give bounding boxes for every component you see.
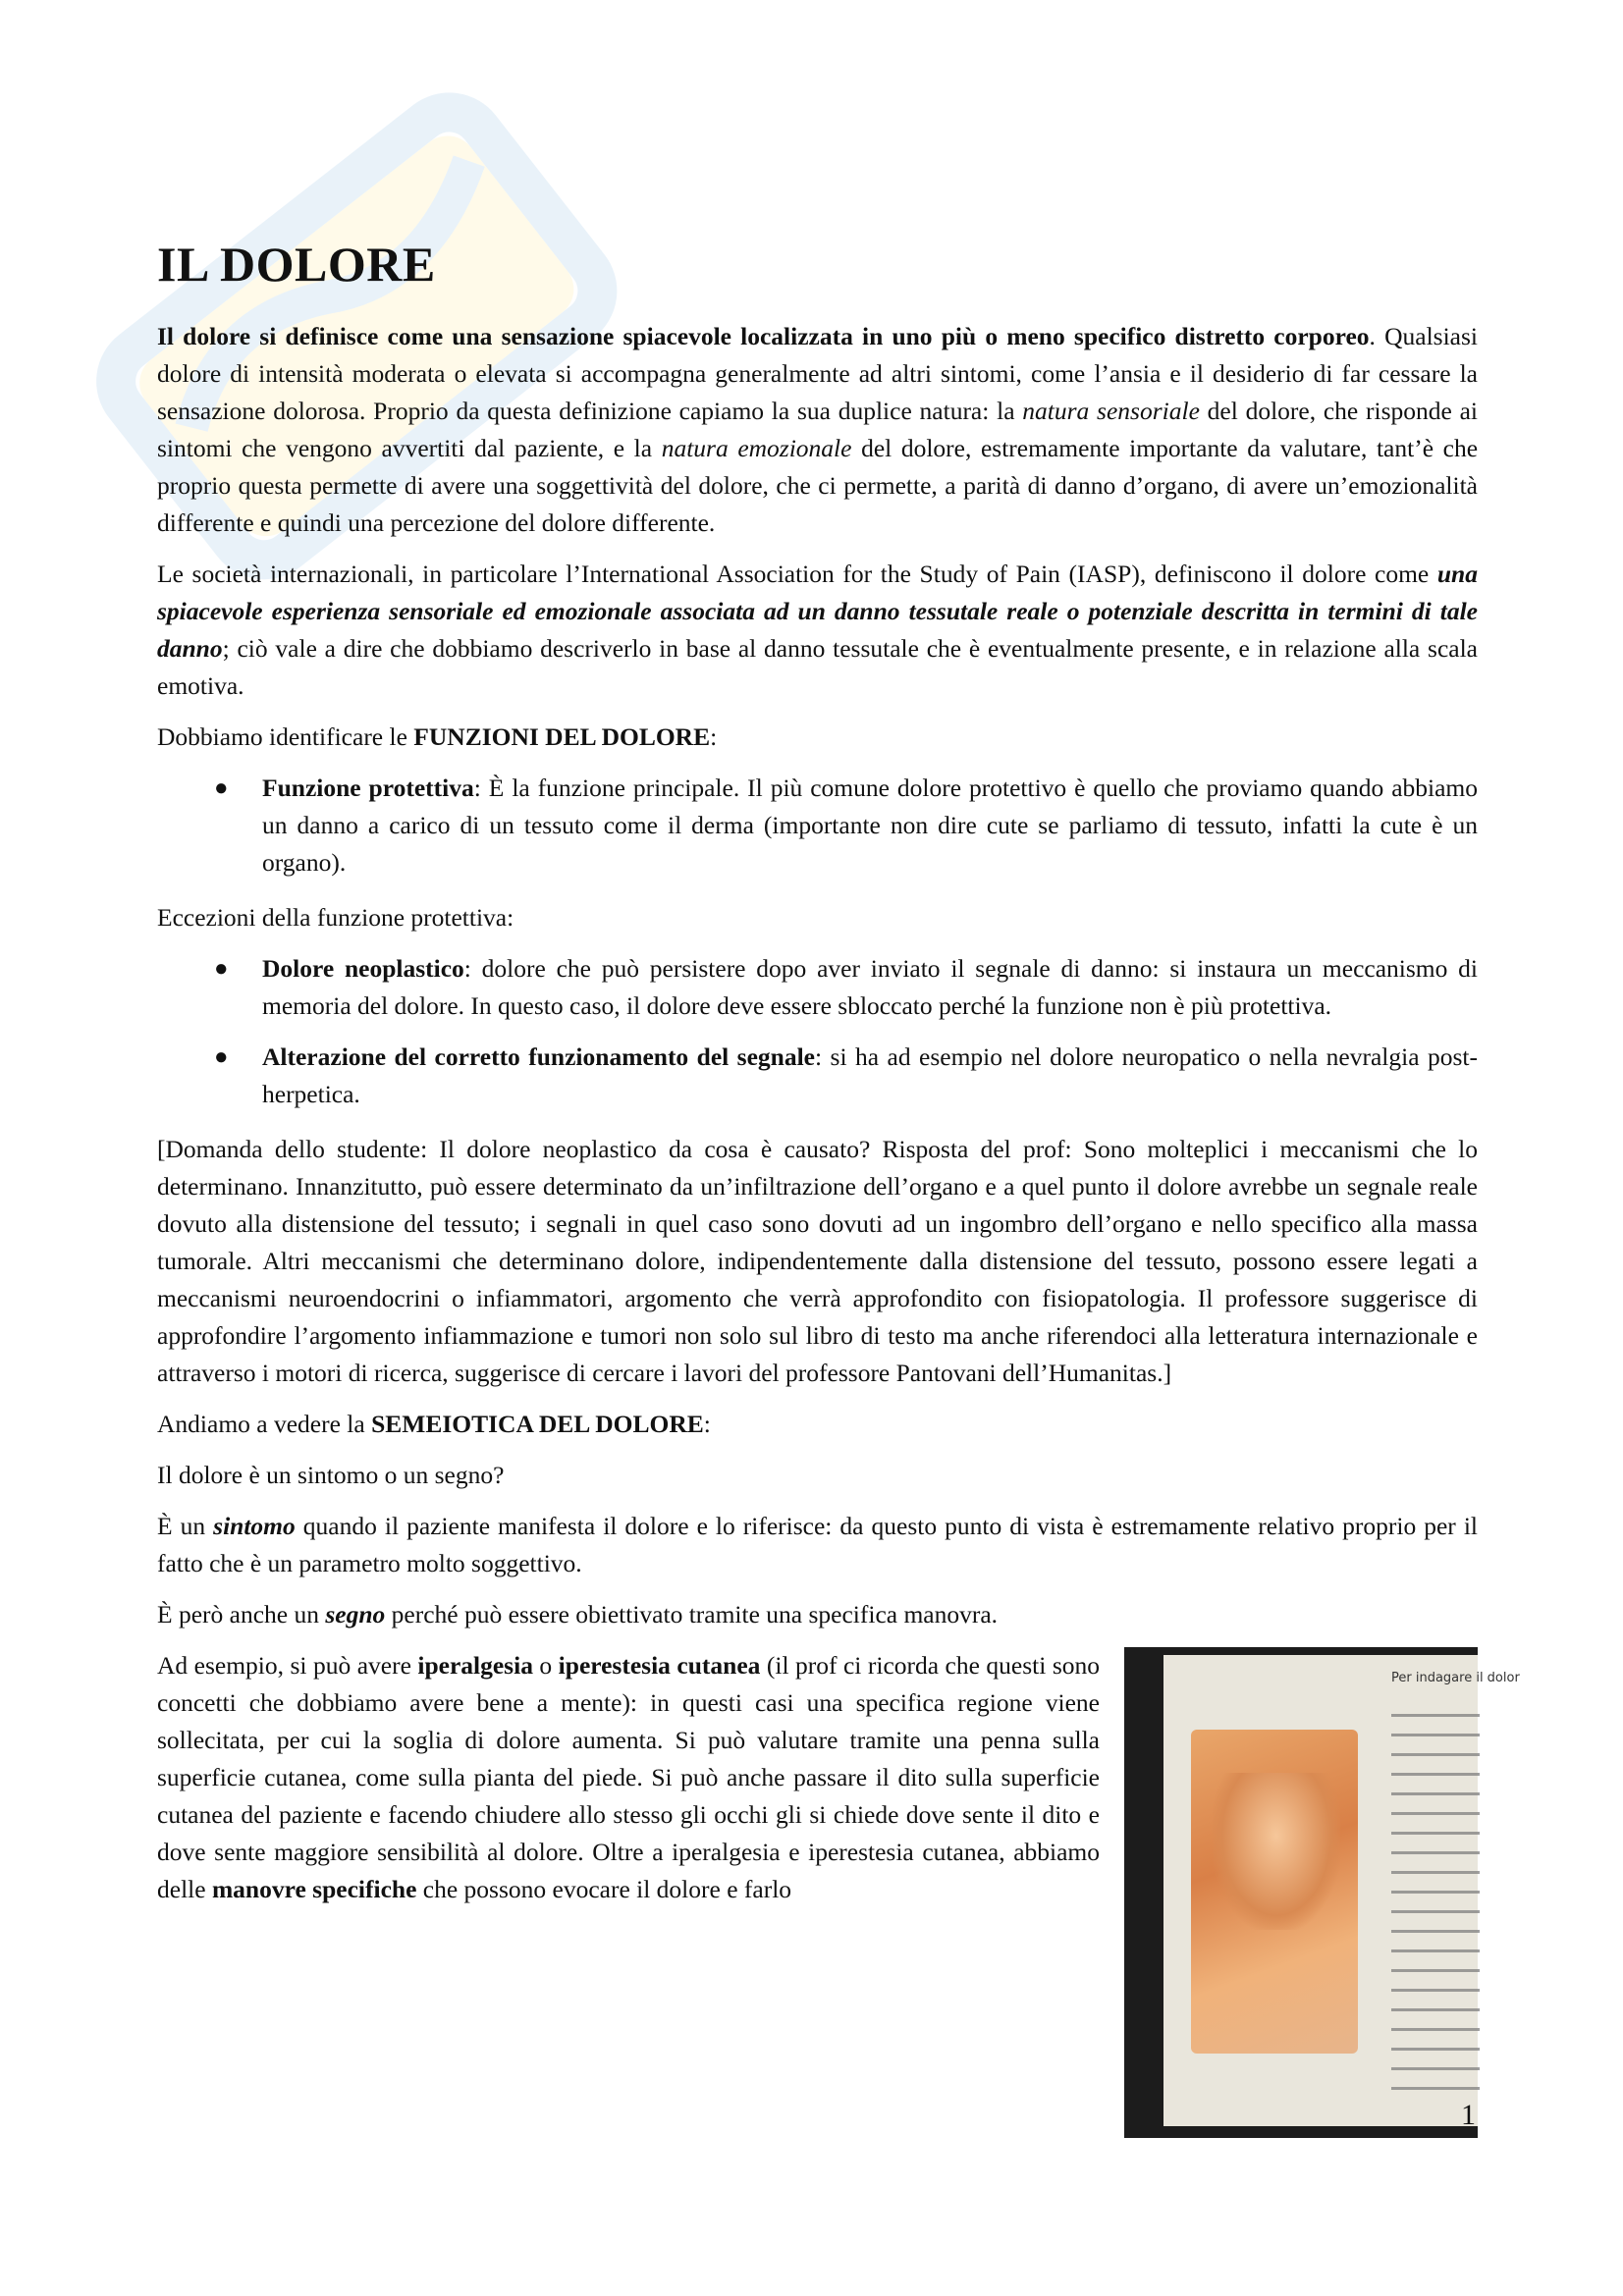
text-span: quando il paziente manifesta il dolore e lo riferisce: da questo punto di vista è estremamente relativo proprio per il fatto che è un parametro molto soggettivo.: [157, 1512, 1478, 1577]
wrapped-text: [157, 1647, 1100, 1908]
list-funzioni: [157, 770, 1478, 881]
list-item-text: : dolore che può persistere dopo aver inviato il segnale di danno: si instaura un meccanismo di memoria del dolore. In questo caso, il dolore deve essere sbloccato perché la funzione non è più protettiva.: [262, 954, 1478, 1020]
text-span: È però anche un: [157, 1600, 326, 1629]
paragraph-sintomo: [157, 1508, 1478, 1582]
paragraph-domanda: [Domanda dello studente: Il dolore neoplastico da cosa è causato? Risposta del prof: Sono molteplici i meccanismi che lo determinano. Innanzitutto, può essere determinato da un’infiltrazione dell’organo e a quel punto il dolore avrebbe un segnale reale dovuto alla distensione del tessuto; i segnali in quel caso sono dovuti ad un ingombro dell’organo e nello specifico alla massa tumorale. Altri meccanismi che determinano dolore, indipendentemente dalla distensione del tessuto, possono essere legati a meccanismi neuroendocrini o infiammatori, argomento che verrà approfondito con fisiopatologia. Il professore suggerisce di approfondire l’argomento infiammazione e tumori non solo sul libro di testo ma anche riferendoci alla letteratura internazionale e attraverso i motori di ricerca, suggerisce di cercare i lavori del professore Pantovani dell’Humanitas.]: [157, 1135, 1478, 1387]
text-span: . Qualsiasi dolore di intensità moderata o elevata si accompagna generalmente ad altri sintomi, come l’ansia e il desiderio di far cessare la sensazione dolorosa. Proprio da questa definizione capiamo la sua duplice natura: la: [157, 322, 1478, 425]
bullet-icon: ●: [214, 1044, 229, 1070]
list-eccezioni: [157, 950, 1478, 1113]
paragraph-iasp: [157, 556, 1478, 705]
manovre-term: manovre specifiche: [211, 1875, 417, 1903]
projected-slide: [1163, 1655, 1520, 2126]
text-span: :: [710, 722, 718, 751]
paragraph-funzioni: [157, 719, 1478, 756]
hands-image: [1213, 1773, 1340, 1930]
text-span: che possono evocare il dolore e farlo: [416, 1875, 792, 1903]
text-span: Le società internazionali, in particolare l’International Association for the Study of Pain (IASP), definiscono il dolore come: [157, 560, 1437, 588]
segno-term: segno: [325, 1600, 386, 1629]
text-span: Andiamo a vedere la: [157, 1410, 372, 1438]
text-span: del dolore, estremamente importante da valutare, tant’è che proprio questa permette di avere una soggettività del dolore, che ci permette, a parità di danno d’organo, di avere un’emozionalità differente e quindi una percezione del dolore differente.: [157, 434, 1479, 537]
text-span: perché può essere obiettivato tramite una specifica manovra.: [385, 1600, 999, 1629]
list-item: [157, 770, 1478, 881]
paragraph-eccezioni: Eccezioni della funzione protettiva:: [157, 903, 514, 932]
paragraph-segno: [157, 1596, 1478, 1633]
text-span: :: [703, 1410, 711, 1438]
paragraph-iperalgesia: [157, 1647, 1100, 1908]
paragraph-definition: [157, 318, 1478, 542]
image-text-block: [157, 1647, 1520, 1908]
document-page: [157, 236, 1520, 1908]
text-span: del dolore, che risponde ai sintomi che vengono avvertiti dal paziente, e la: [157, 397, 1478, 462]
list-item: [157, 1039, 1478, 1113]
iperestesia-term: iperestesia cutanea: [558, 1651, 761, 1680]
semeiotica-heading: SEMEIOTICA DEL DOLORE: [371, 1410, 704, 1438]
slide-text-lines: [1391, 1714, 1480, 2107]
page-title: IL DOLORE: [157, 237, 436, 292]
text-span: Ad esempio, si può avere: [157, 1651, 418, 1680]
text-span: o: [532, 1651, 559, 1680]
iasp-definition: una spiacevole esperienza sensoriale ed emozionale associata ad un danno tessutale reale o potenziale descritta in termini di tale danno: [157, 560, 1478, 663]
list-item-title: Dolore neoplastico: [262, 954, 464, 983]
text-span: (il prof ci ricorda che questi sono concetti che dobbiamo avere bene a mente): in questi casi una specifica regione viene sollecitata, per cui la soglia di dolore aumenta. Si può valutare tramite una penna sulla superficie cutanea, come sulla pianta del piede. Si può anche passare il dito sulla superficie cutanea del paziente e facendo chiudere allo stesso gli occhi gli si chiede dove sente il dito e dove sente maggiore sensibilità al dolore. Oltre a iperalgesia e iperestesia cutanea, abbiamo delle: [157, 1651, 1100, 1903]
list-item-title: Funzione protettiva: [262, 774, 474, 802]
definition-bold: Il dolore si definisce come una sensazione spiacevole localizzata in uno più o meno specifico distretto corporeo: [157, 322, 1370, 350]
paragraph-question: Il dolore è un sintomo o un segno?: [157, 1461, 505, 1489]
lecture-slide-photo: [1124, 1647, 1520, 2138]
iperalgesia-term: iperalgesia: [417, 1651, 533, 1680]
bullet-icon: ●: [214, 956, 229, 982]
funzioni-heading: FUNZIONI DEL DOLORE: [413, 722, 711, 751]
list-item-title: Alterazione del corretto funzionamento del segnale: [262, 1042, 815, 1071]
paragraph-semeiotica: [157, 1406, 1478, 1443]
slide-title: Per indagare il dolor: [1391, 1671, 1520, 1685]
natura-emozionale: natura emozionale: [661, 434, 852, 462]
bullet-icon: ●: [214, 775, 229, 801]
list-item-text: : È la funzione principale. Il più comune dolore protettivo è quello che proviamo quando abbiamo un danno a carico di un tessuto come il derma (importante non dire cute se parliamo di tessuto, infatti la cute è un organo).: [262, 774, 1478, 877]
text-span: È un: [157, 1512, 214, 1540]
page-number: 1: [1461, 2099, 1476, 2131]
list-item: [157, 950, 1478, 1025]
natura-sensoriale: natura sensoriale: [1022, 397, 1200, 425]
sintomo-term: sintomo: [213, 1512, 296, 1540]
text-span: Dobbiamo identificare le: [157, 722, 414, 751]
text-span: ; ciò vale a dire che dobbiamo descriverlo in base al danno tessutale che è eventualmente presente, e in relazione alla scala emotiva.: [157, 634, 1478, 700]
list-item-text: : si ha ad esempio nel dolore neuropatico o nella nevralgia post-herpetica.: [262, 1042, 1478, 1108]
